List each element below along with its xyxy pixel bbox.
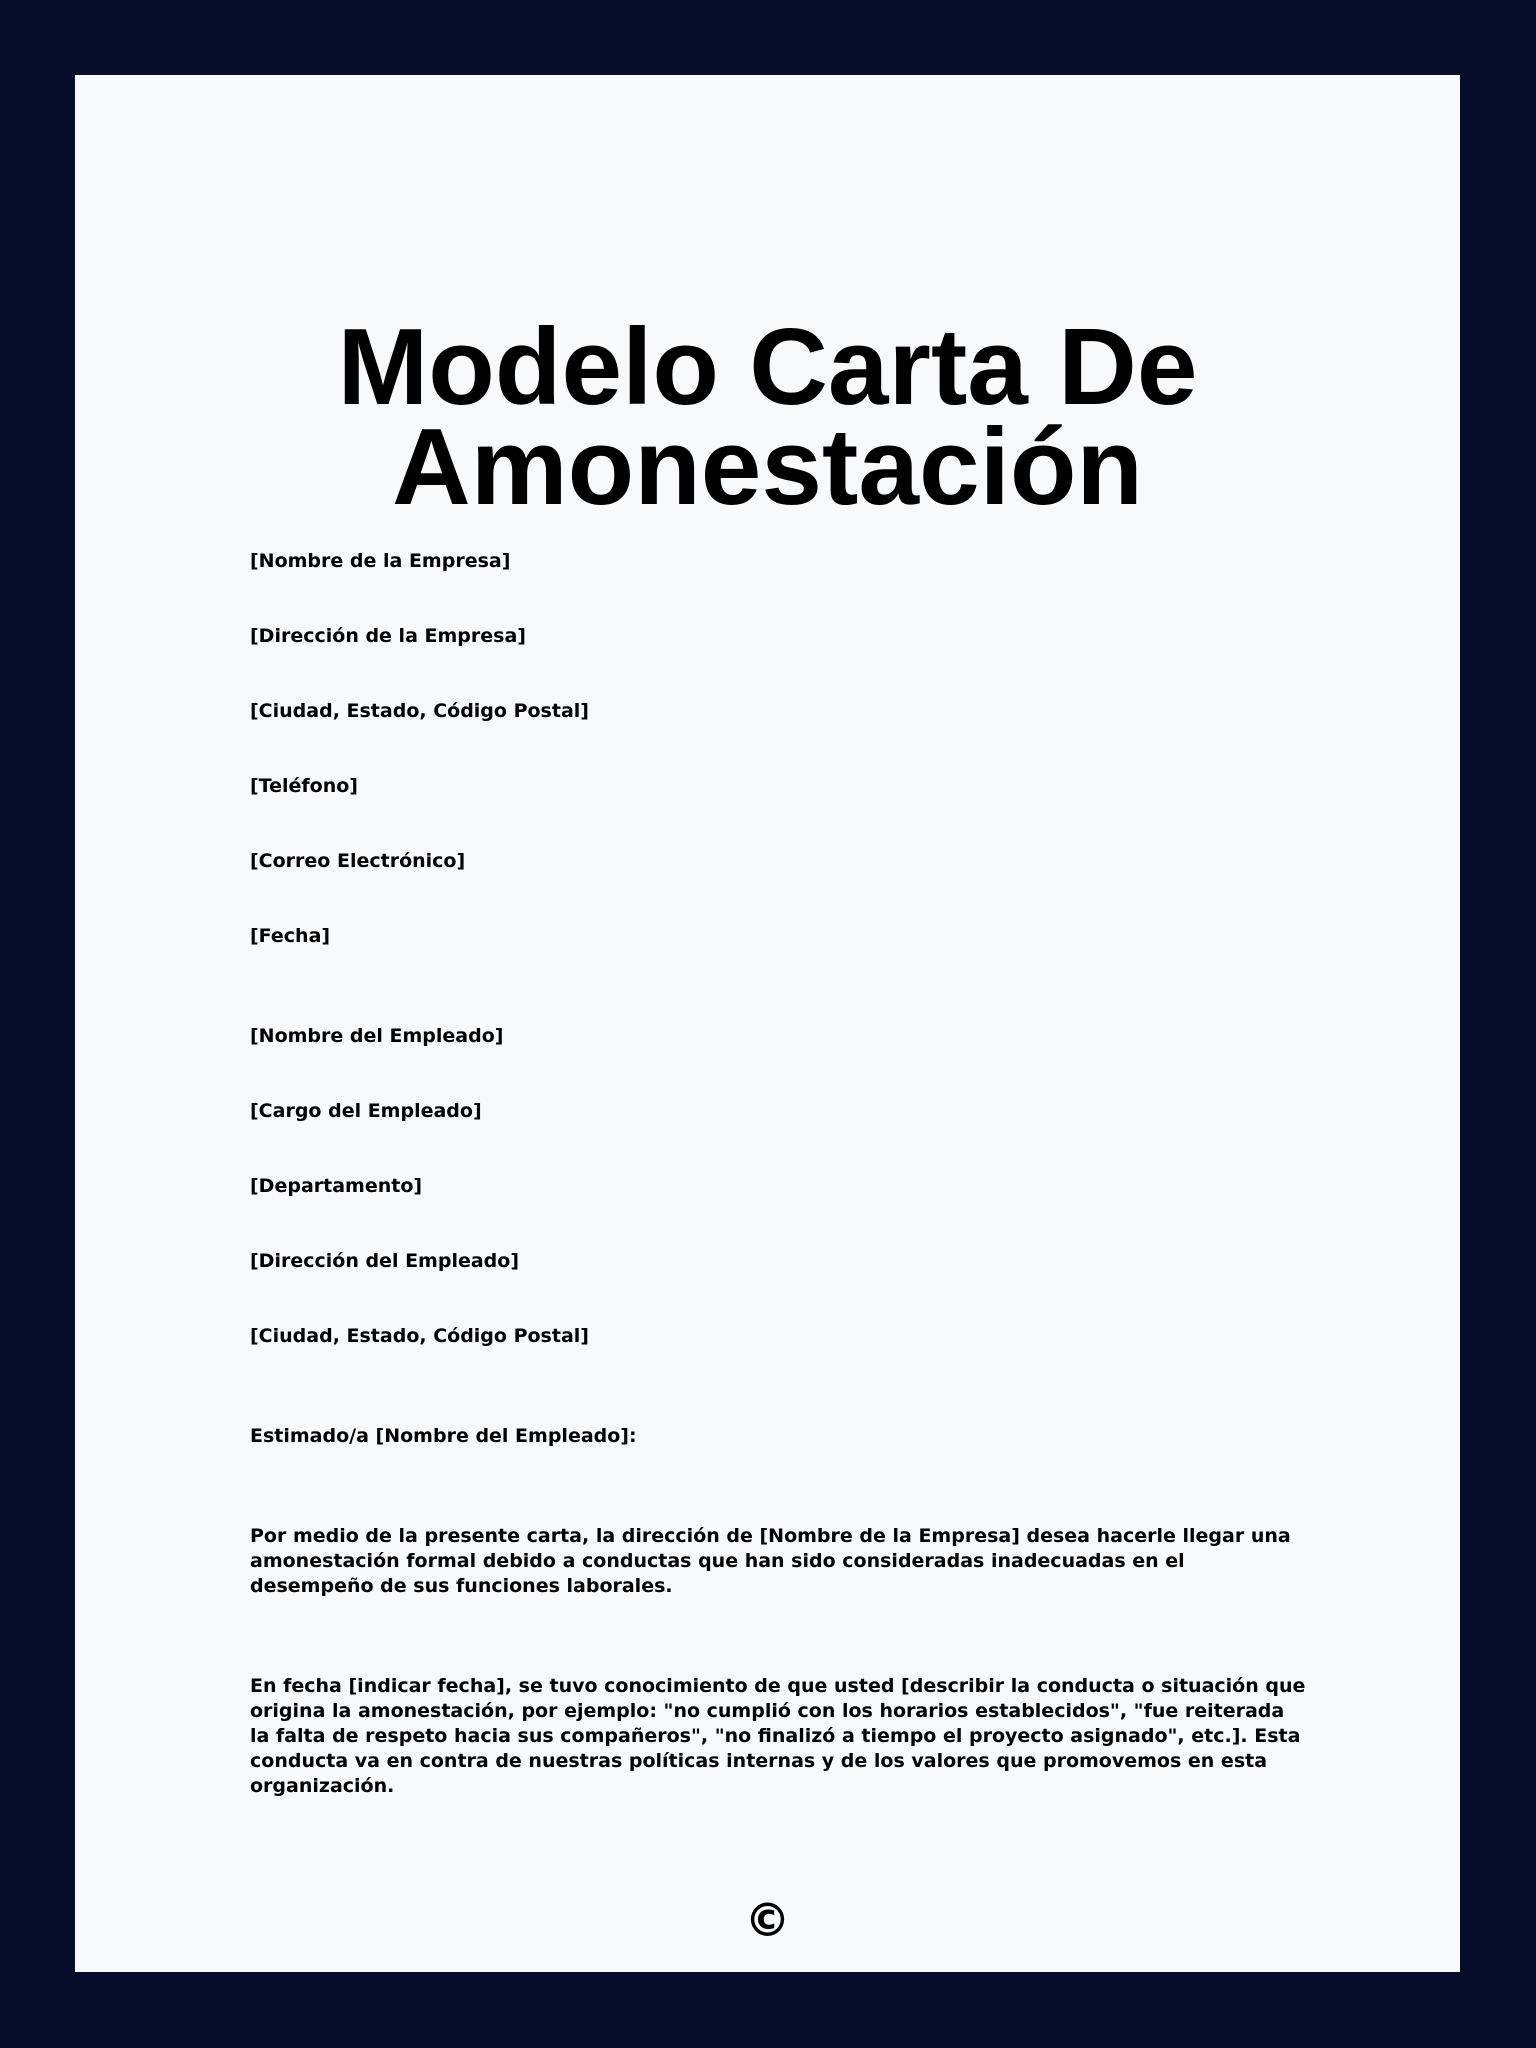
copyright-symbol: ©	[744, 1893, 791, 1947]
title-line-1: Modelo Carta De	[337, 306, 1198, 428]
document-title	[75, 306, 1460, 528]
sender-city-state-zip: [Ciudad, Estado, Código Postal]	[250, 700, 589, 722]
title-line-2: Amonestación	[391, 406, 1144, 528]
paragraph-2: En fecha [indicar fecha], se tuvo conocimiento de que usted [describir la conducta o situación que origina la amonestación, por ejemplo: "no cumplió con los horarios establecidos", "fue reiterada la falta de respeto hacia sus compañeros", "no finalizó a tiempo el proyecto asignado", etc.]. Esta conducta va en contra de nuestras políticas internas y de los valores que promovemos en esta organización.	[250, 1675, 1306, 1797]
paragraph-1: Por medio de la presente carta, la dirección de [Nombre de la Empresa] desea hacerle llegar una amonestación formal debido a conductas que han sido consideradas inadecuadas en el desempeño de sus funciones laborales.	[250, 1525, 1291, 1597]
letter-date: [Fecha]	[250, 925, 331, 947]
recipient-employee-position: [Cargo del Empleado]	[250, 1100, 482, 1122]
recipient-city-state-zip: [Ciudad, Estado, Código Postal]	[250, 1325, 589, 1347]
sender-company-name: [Nombre de la Empresa]	[250, 550, 511, 572]
recipient-employee-address: [Dirección del Empleado]	[250, 1250, 520, 1272]
recipient-department: [Departamento]	[250, 1175, 423, 1197]
sender-phone: [Teléfono]	[250, 775, 358, 797]
salutation: Estimado/a [Nombre del Empleado]:	[250, 1425, 637, 1447]
document-page	[75, 75, 1460, 1972]
recipient-employee-name: [Nombre del Empleado]	[250, 1025, 504, 1047]
sender-email: [Correo Electrónico]	[250, 850, 466, 872]
sender-company-address: [Dirección de la Empresa]	[250, 625, 526, 647]
